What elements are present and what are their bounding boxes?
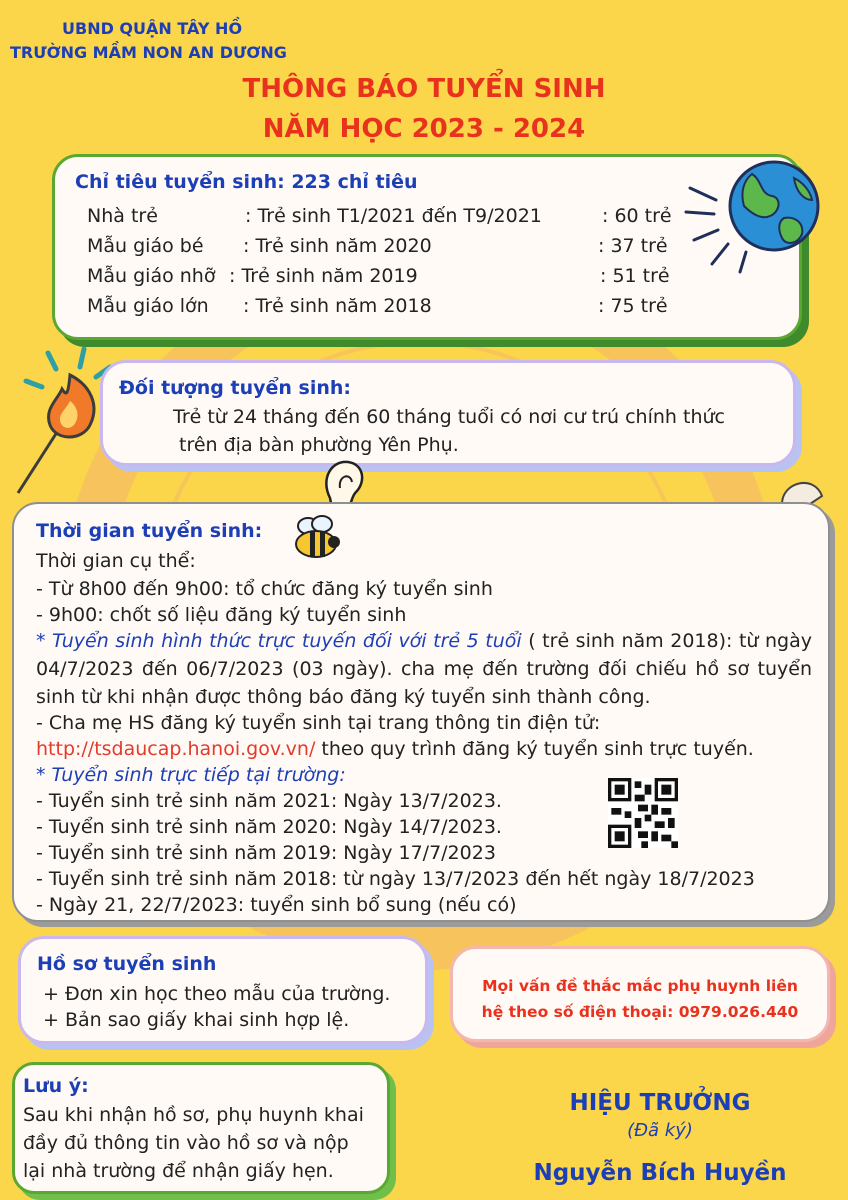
quota-desc: : Trẻ sinh năm 2019 — [229, 265, 418, 287]
quota-desc: : Trẻ sinh năm 2020 — [243, 235, 432, 257]
contact-card — [450, 946, 830, 1042]
page-title: THÔNG BÁO TUYỂN SINH — [242, 74, 606, 104]
online-registration-text: ( trẻ sinh năm 2018): từ ngày 04/7/2023 đến 06/7/2023 (03 ngày). cha mẹ đến trường đối chiếu hồ sơ tuyển sinh từ khi nhận được thông báo đăng ký tuyển sinh thành công. — [36, 630, 812, 708]
signature-name: Nguyễn Bích Huyền — [533, 1160, 787, 1186]
note-card — [12, 1062, 390, 1194]
direct-item: - Tuyển sinh trẻ sinh năm 2018: từ ngày 13/7/2023 đến hết ngày 18/7/2023 — [36, 868, 755, 890]
note-line: Sau khi nhận hồ sơ, phụ huynh khai — [23, 1104, 364, 1126]
target-card — [100, 360, 796, 466]
register-link-rest: theo quy trình đăng ký tuyển sinh trực tuyến. — [315, 738, 754, 760]
quota-row — [87, 261, 687, 291]
documents-item: + Bản sao giấy khai sinh hợp lệ. — [43, 1009, 350, 1031]
documents-card — [18, 936, 428, 1044]
quota-row — [87, 291, 687, 321]
schedule-item: - 9h00: chốt số liệu đăng ký tuyển sinh — [36, 604, 407, 626]
schedule-heading: Thời gian tuyển sinh: — [36, 520, 263, 542]
quota-table — [87, 201, 687, 321]
schedule-card — [12, 502, 830, 922]
note-line: đầy đủ thông tin vào hồ sơ và nộp — [23, 1132, 349, 1154]
quota-heading: Chỉ tiêu tuyển sinh: 223 chỉ tiêu — [75, 171, 418, 193]
quota-count: : 75 trẻ — [598, 295, 668, 317]
quota-count: : 51 trẻ — [600, 265, 670, 287]
note-heading: Lưu ý: — [23, 1075, 89, 1097]
page-subtitle-year: NĂM HỌC 2023 - 2024 — [262, 114, 586, 144]
contact-line-2: hệ theo số điện thoại: 0979.026.440 — [481, 1003, 799, 1021]
quota-count: : 37 trẻ — [598, 235, 668, 257]
org-line-district: UBND QUẬN TÂY HỒ — [62, 19, 243, 38]
direct-item: - Tuyển sinh trẻ sinh năm 2019: Ngày 17/7/2023 — [36, 842, 496, 864]
bee-icon — [286, 512, 346, 562]
target-heading: Đối tượng tuyển sinh: — [119, 377, 351, 399]
quota-count: : 60 trẻ — [602, 205, 672, 227]
target-line-2: trên địa bàn phường Yên Phụ. — [179, 434, 459, 456]
quota-desc: : Trẻ sinh năm 2018 — [243, 295, 432, 317]
qr-code-icon[interactable] — [608, 778, 678, 848]
quota-row — [87, 201, 687, 231]
online-registration-label: * Tuyển sinh hình thức trực tuyến đối với trẻ 5 tuổi — [36, 630, 522, 652]
contact-line-1: Mọi vấn đề thắc mắc phụ huynh liên — [482, 977, 798, 995]
direct-registration-label: * Tuyển sinh trực tiếp tại trường: — [36, 764, 346, 786]
quota-desc: : Trẻ sinh T1/2021 đến T9/2021 — [245, 205, 542, 227]
documents-item: + Đơn xin học theo mẫu của trường. — [43, 983, 391, 1005]
signature-note: (Đã ký) — [627, 1120, 693, 1141]
documents-heading: Hồ sơ tuyển sinh — [37, 953, 217, 975]
online-registration-paragraph — [36, 627, 812, 711]
schedule-item: - Từ 8h00 đến 9h00: tổ chức đăng ký tuyển sinh — [36, 578, 493, 600]
register-link-line — [36, 735, 754, 763]
org-line-school: TRƯỜNG MẦM NON AN DƯƠNG — [10, 43, 287, 62]
quota-row — [87, 231, 687, 261]
registration-link[interactable]: http://tsdaucap.hanoi.gov.vn/ — [36, 738, 316, 760]
direct-item: - Tuyển sinh trẻ sinh năm 2021: Ngày 13/7/2023. — [36, 790, 502, 812]
direct-item: - Ngày 21, 22/7/2023: tuyển sinh bổ sung (nếu có) — [36, 894, 517, 916]
quota-group: Mẫu giáo bé — [87, 235, 204, 257]
globe-icon — [682, 160, 822, 280]
quota-group: Mẫu giáo nhỡ — [87, 265, 216, 287]
target-line-1: Trẻ từ 24 tháng đến 60 tháng tuổi có nơi cư trú chính thức — [173, 406, 725, 428]
signature-title: HIỆU TRƯỞNG — [569, 1090, 751, 1116]
quota-group: Nhà trẻ — [87, 205, 158, 227]
direct-item: - Tuyển sinh trẻ sinh năm 2020: Ngày 14/7/2023. — [36, 816, 502, 838]
schedule-sub: Thời gian cụ thể: — [36, 550, 196, 572]
quota-group: Mẫu giáo lớn — [87, 295, 209, 317]
register-line: - Cha mẹ HS đăng ký tuyển sinh tại trang thông tin điện tử: — [36, 712, 601, 734]
note-line: lại nhà trường để nhận giấy hẹn. — [23, 1160, 334, 1182]
